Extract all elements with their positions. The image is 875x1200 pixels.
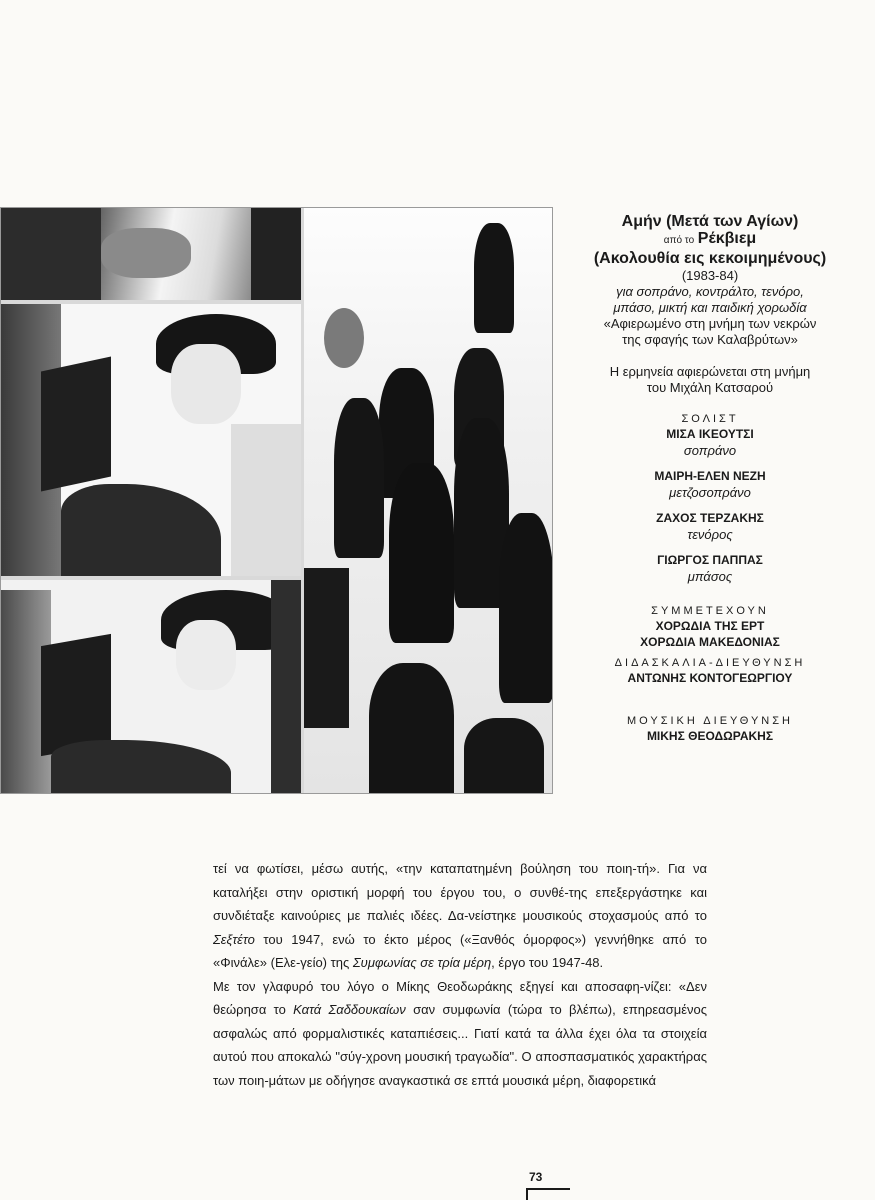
dedication-line-2: της σφαγής των Καλαβρύτων»: [622, 332, 798, 347]
paragraph: Με τον γλαφυρό του λόγο ο Μίκης Θεοδωράκης εξηγεί και αποσαφη-νίζει: «Δεν θεώρησα το Κατά Σαδδουκαίων σαν συμφωνία (τώρα το βλέπω), επηρεασμένος ασφαλώς από φορμαλιστικές καταπιέσεις... Γιατί κατά τα άλλα έχει όλα τα στοιχεία αυτού που αποκαλώ "σύγ-χρονη μουσική τραγωδία". Ο αποσπασματικός χαρακτήρας των ποιη-μάτων με οδήγησε αναγκαστικά σε επτά μουσικά μέρη, διαφορετικά: [213, 978, 707, 1088]
photo-panel-woman-reading-2: [1, 580, 301, 794]
memory-line-1: Η ερμηνεία αφιερώνεται στη μνήμη: [609, 364, 811, 379]
direction-label: ΔΙΔΑΣΚΑΛΙΑ-ΔΙΕΥΘΥΝΣΗ: [614, 657, 806, 669]
memory-line-2: του Μιχάλη Κατσαρού: [646, 380, 774, 395]
participant-name: ΧΟΡΩΔΙΑ ΜΑΚΕΔΟΝΙΑΣ: [640, 635, 780, 649]
work-years: (1983-84): [681, 268, 739, 283]
work-subtitle: (Ακολουθία εις κεκοιμημένους): [593, 250, 827, 267]
page-number-tick: [526, 1188, 528, 1200]
credits-block: [560, 212, 860, 744]
soloist-name: ΓΙΩΡΓΟΣ ΠΑΠΠΑΣ: [657, 553, 763, 567]
dedication-line-1: «Αφιερωμένο στη μνήμη των νεκρών: [603, 316, 817, 331]
music-director-name: ΜΙΚΗΣ ΘΕΟΔΩΡΑΚΗΣ: [646, 729, 774, 743]
page-number: 73: [529, 1170, 543, 1184]
soloist-name: ΖΑΧΟΣ ΤΕΡΖΑΚΗΣ: [656, 511, 764, 525]
soloists-label: ΣΟΛΙΣΤ: [681, 413, 739, 425]
photo-panel-hands: [1, 208, 301, 300]
photo-panel-woman-reading: [1, 304, 301, 576]
soloist-name: ΜΙΣΑ ΙΚΕΟΥΤΣΙ: [666, 427, 754, 441]
work-title: Αμήν (Μετά των Αγίων): [621, 213, 799, 230]
page-number-rule: [526, 1188, 570, 1190]
scoring-line-2: μπάσο, μικτή και παιδική χορωδία: [613, 300, 807, 315]
body-text: [213, 857, 707, 1092]
participant-name: ΧΟΡΩΔΙΑ ΤΗΣ ΕΡΤ: [655, 619, 765, 633]
scoring-line-1: για σοπράνο, κοντράλτο, τενόρο,: [616, 284, 804, 299]
participants-label: ΣΥΜΜΕΤΕΧΟΥΝ: [651, 605, 769, 617]
photo-collage: [0, 207, 553, 794]
from-label: από το: [663, 235, 695, 246]
director-name: ΑΝΤΩΝΗΣ ΚΟΝΤΟΓΕΩΡΓΙΟΥ: [627, 671, 793, 685]
soloist-role: σοπράνο: [683, 443, 737, 458]
soloist-role: μπάσος: [687, 569, 733, 584]
photo-panel-crowd-running: [304, 208, 553, 794]
soloist-role: τενόρος: [687, 527, 733, 542]
soloist-role: μετζοσοπράνο: [669, 485, 751, 500]
work-name: Ρέκβιεμ: [697, 230, 757, 247]
music-direction-label: ΜΟΥΣΙΚΗ ΔΙΕΥΘΥΝΣΗ: [627, 715, 793, 727]
paragraph: τεί να φωτίσει, μέσω αυτής, «την καταπατημένη βούληση του ποιη-τή». Για να καταλήξει στην οριστική μορφή του έργου του, ο συνθέ-της επεξεργάστηκε και συνδιέταξε καινούριες με παλιές ιδέες. Δα-νείστηκε μουσικούς στοχασμούς από το Σεξτέτο του 1947, ενώ το έκτο μέρος («Ξανθός όμορφος») γεννήθηκε από το «Φινάλε» (Ελε-γείο) της Συμφωνίας σε τρία μέρη, έργο του 1947-48.: [213, 861, 707, 970]
soloist-name: ΜΑΙΡΗ-ΕΛΕΝ ΝΕΖΗ: [654, 469, 766, 483]
